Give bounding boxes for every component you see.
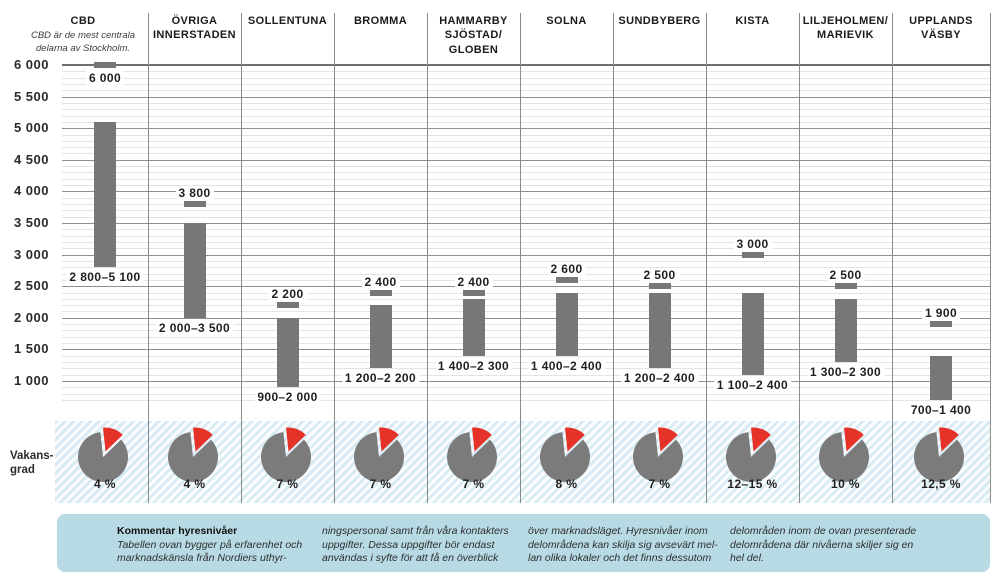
column-header-label: SJÖSTAD/ bbox=[444, 29, 503, 42]
rent-range-bar bbox=[649, 293, 671, 369]
comment-text-line: delområdena där nivåerna skiljer sig en bbox=[730, 538, 914, 551]
column-header-label: SUNDBYBERG bbox=[618, 15, 701, 27]
column-header bbox=[615, 14, 704, 28]
comment-text-line: delområdena kan skilja sig avsevärt mel- bbox=[528, 538, 718, 551]
column-header bbox=[336, 14, 425, 28]
y-axis-tick-label: 4 500 bbox=[13, 151, 49, 167]
rent-range-bar bbox=[463, 299, 485, 356]
column-header-label: ÖVRIGA bbox=[171, 15, 218, 27]
comment-column bbox=[730, 525, 916, 566]
major-gridline bbox=[62, 381, 990, 382]
column-header-label: KISTA bbox=[735, 15, 770, 27]
minor-gridline bbox=[62, 147, 990, 148]
vacancy-row-label bbox=[10, 449, 53, 478]
vacancy-percent-label: 10 % bbox=[831, 477, 860, 491]
top-value-label: 2 500 bbox=[826, 268, 864, 282]
top-value-label: 2 200 bbox=[268, 287, 306, 301]
top-value-marker bbox=[94, 62, 116, 68]
vacancy-percent-label: 12–15 % bbox=[727, 477, 778, 491]
y-axis-tick bbox=[0, 373, 55, 388]
rent-range-label: 900–2 000 bbox=[254, 390, 320, 404]
comment-text-line: lan olika lokaler och det finns dessutom bbox=[528, 552, 712, 565]
y-axis-tick-label: 2 500 bbox=[13, 278, 49, 294]
rent-range-label: 1 400–2 300 bbox=[435, 359, 512, 373]
top-value-marker bbox=[835, 283, 857, 289]
minor-gridline bbox=[62, 394, 990, 395]
minor-gridline bbox=[62, 103, 990, 104]
column-divider bbox=[520, 13, 521, 503]
column-header-label: VÄSBY bbox=[921, 29, 961, 42]
y-axis-tick bbox=[0, 278, 55, 293]
y-axis-tick bbox=[0, 215, 55, 230]
rent-range-bar bbox=[742, 293, 764, 375]
column-header-label: SOLNA bbox=[546, 15, 587, 27]
minor-gridline bbox=[62, 166, 990, 167]
y-axis-tick-label: 5 000 bbox=[13, 120, 49, 136]
rent-range-bar bbox=[835, 299, 857, 362]
y-axis-tick-label: 4 000 bbox=[13, 183, 49, 199]
comment-text-line: användas i syfte för att få en överblick bbox=[322, 552, 499, 565]
vacancy-row-label-line: Vakans- bbox=[10, 450, 54, 462]
top-value-marker bbox=[184, 201, 206, 207]
top-value-label: 6 000 bbox=[86, 71, 124, 85]
column-header bbox=[150, 14, 239, 43]
comment-title: Kommentar hyresnivåer bbox=[117, 525, 238, 537]
minor-gridline bbox=[62, 109, 990, 110]
top-value-label: 2 400 bbox=[454, 275, 492, 289]
major-gridline bbox=[62, 128, 990, 129]
comment-text-line: marknadskänsla från Nordiers uthyr- bbox=[117, 552, 287, 565]
vacancy-percent-label: 7 % bbox=[276, 477, 299, 491]
rent-range-label: 2 000–3 500 bbox=[156, 321, 233, 335]
major-gridline bbox=[62, 97, 990, 98]
rent-range-label: 1 400–2 400 bbox=[528, 359, 605, 373]
minor-gridline bbox=[62, 387, 990, 388]
rent-range-label: 700–1 400 bbox=[908, 403, 974, 417]
top-value-label: 2 400 bbox=[361, 275, 399, 289]
comment-text-line: delområden inom de ovan presenterade bbox=[730, 525, 917, 537]
vacancy-percent-label: 4 % bbox=[94, 477, 116, 491]
column-header bbox=[801, 14, 890, 43]
top-value-label: 2 600 bbox=[547, 262, 585, 276]
y-axis-tick bbox=[0, 89, 55, 104]
column-header-label: UPPLANDS bbox=[909, 15, 973, 27]
comment-text-line: ningspersonal samt från våra kontakters bbox=[322, 525, 509, 537]
comment-text-line: Tabellen ovan bygger på erfarenhet och bbox=[117, 538, 303, 551]
top-value-label: 2 500 bbox=[640, 268, 678, 282]
y-axis-tick-label: 5 500 bbox=[13, 88, 49, 104]
major-gridline bbox=[62, 64, 990, 66]
y-axis-tick-label: 1 500 bbox=[13, 341, 49, 357]
top-value-marker bbox=[277, 302, 299, 308]
minor-gridline bbox=[62, 78, 990, 79]
column-header bbox=[243, 14, 332, 28]
rent-range-bar bbox=[930, 356, 952, 400]
vacancy-row-label-line: grad bbox=[10, 464, 35, 477]
y-axis-tick bbox=[0, 57, 55, 72]
column-header-label: LILJEHOLMEN/ bbox=[802, 15, 889, 27]
column-header-label: CBD bbox=[70, 15, 96, 27]
top-value-marker bbox=[649, 283, 671, 289]
y-axis-tick bbox=[0, 341, 55, 356]
column-header bbox=[429, 14, 518, 57]
vacancy-percent-label: 7 % bbox=[648, 477, 671, 491]
major-gridline bbox=[62, 160, 990, 161]
y-axis-tick-label: 3 500 bbox=[13, 215, 49, 230]
column-divider bbox=[892, 13, 893, 503]
comment-box bbox=[57, 514, 990, 572]
column-header bbox=[522, 14, 611, 28]
top-value-label: 3 800 bbox=[175, 186, 213, 200]
rent-range-bar bbox=[184, 223, 206, 318]
y-axis-tick-label: 6 000 bbox=[13, 57, 49, 72]
y-axis-tick bbox=[0, 120, 55, 135]
y-axis-tick bbox=[0, 183, 55, 198]
minor-gridline bbox=[62, 217, 990, 218]
y-axis-tick bbox=[0, 310, 55, 325]
y-axis-tick bbox=[0, 152, 55, 167]
column-divider bbox=[799, 13, 800, 503]
minor-gridline bbox=[62, 153, 990, 154]
top-value-label: 3 000 bbox=[733, 237, 771, 251]
column-header-label: GLOBEN bbox=[448, 43, 499, 56]
rent-range-label: 1 200–2 200 bbox=[342, 371, 419, 385]
column-header bbox=[15, 14, 151, 55]
column-header-label: INNERSTADEN bbox=[152, 29, 237, 42]
top-value-marker bbox=[370, 290, 392, 296]
minor-gridline bbox=[62, 172, 990, 173]
column-divider bbox=[706, 13, 707, 503]
comment-column bbox=[528, 525, 718, 566]
column-header bbox=[894, 14, 988, 43]
minor-gridline bbox=[62, 400, 990, 401]
comment-column bbox=[117, 525, 302, 566]
column-header-label: BROMMA bbox=[353, 15, 408, 27]
y-axis-tick-label: 1 000 bbox=[13, 373, 49, 388]
column-divider bbox=[427, 13, 428, 503]
vacancy-percent-label: 12,5 % bbox=[921, 477, 961, 491]
column-divider bbox=[990, 13, 991, 503]
top-value-marker bbox=[930, 321, 952, 327]
vacancy-percent-label: 7 % bbox=[369, 477, 392, 491]
comment-text-line: hel del. bbox=[730, 552, 764, 565]
rent-range-bar bbox=[370, 305, 392, 368]
minor-gridline bbox=[62, 141, 990, 142]
column-divider bbox=[613, 13, 614, 503]
top-value-marker bbox=[556, 277, 578, 283]
top-value-label: 1 900 bbox=[922, 306, 960, 320]
vacancy-percent-label: 8 % bbox=[555, 477, 578, 491]
comment-text-line: över marknadsläget. Hyresnivåer inom bbox=[528, 525, 708, 537]
minor-gridline bbox=[62, 71, 990, 72]
minor-gridline bbox=[62, 116, 990, 117]
column-divider bbox=[148, 13, 149, 503]
rent-range-label: 2 800–5 100 bbox=[66, 270, 143, 284]
rent-range-label: 1 100–2 400 bbox=[714, 378, 791, 392]
top-value-marker bbox=[742, 252, 764, 258]
vacancy-percent-label: 7 % bbox=[462, 477, 485, 491]
rent-range-label: 1 200–2 400 bbox=[621, 371, 698, 385]
column-divider bbox=[241, 13, 242, 503]
rent-range-bar bbox=[277, 318, 299, 388]
comment-text-line: uppgifter. Dessa uppgifter bör endast bbox=[322, 538, 495, 551]
y-axis-tick-label: 3 000 bbox=[13, 246, 49, 262]
minor-gridline bbox=[62, 122, 990, 123]
minor-gridline bbox=[62, 179, 990, 180]
minor-gridline bbox=[62, 84, 990, 85]
column-header-label: HAMMARBY bbox=[439, 15, 508, 27]
minor-gridline bbox=[62, 362, 990, 363]
column-header-label: SOLLENTUNA bbox=[247, 15, 328, 27]
y-axis-tick-label: 2 000 bbox=[13, 309, 49, 325]
minor-gridline bbox=[62, 90, 990, 91]
rent-range-bar bbox=[94, 122, 116, 267]
column-header-note: CBD är de mest centrala delarna av Stockholm. bbox=[30, 30, 135, 54]
top-value-marker bbox=[463, 290, 485, 296]
column-divider bbox=[334, 13, 335, 503]
minor-gridline bbox=[62, 135, 990, 136]
column-header bbox=[708, 14, 797, 28]
rent-range-bar bbox=[556, 293, 578, 356]
vacancy-percent-label: 4 % bbox=[183, 477, 206, 491]
y-axis-tick bbox=[0, 247, 55, 262]
comment-column bbox=[322, 525, 509, 566]
column-header-label: MARIEVIK bbox=[817, 29, 874, 42]
minor-gridline bbox=[62, 210, 990, 211]
rent-range-label: 1 300–2 300 bbox=[807, 365, 884, 379]
